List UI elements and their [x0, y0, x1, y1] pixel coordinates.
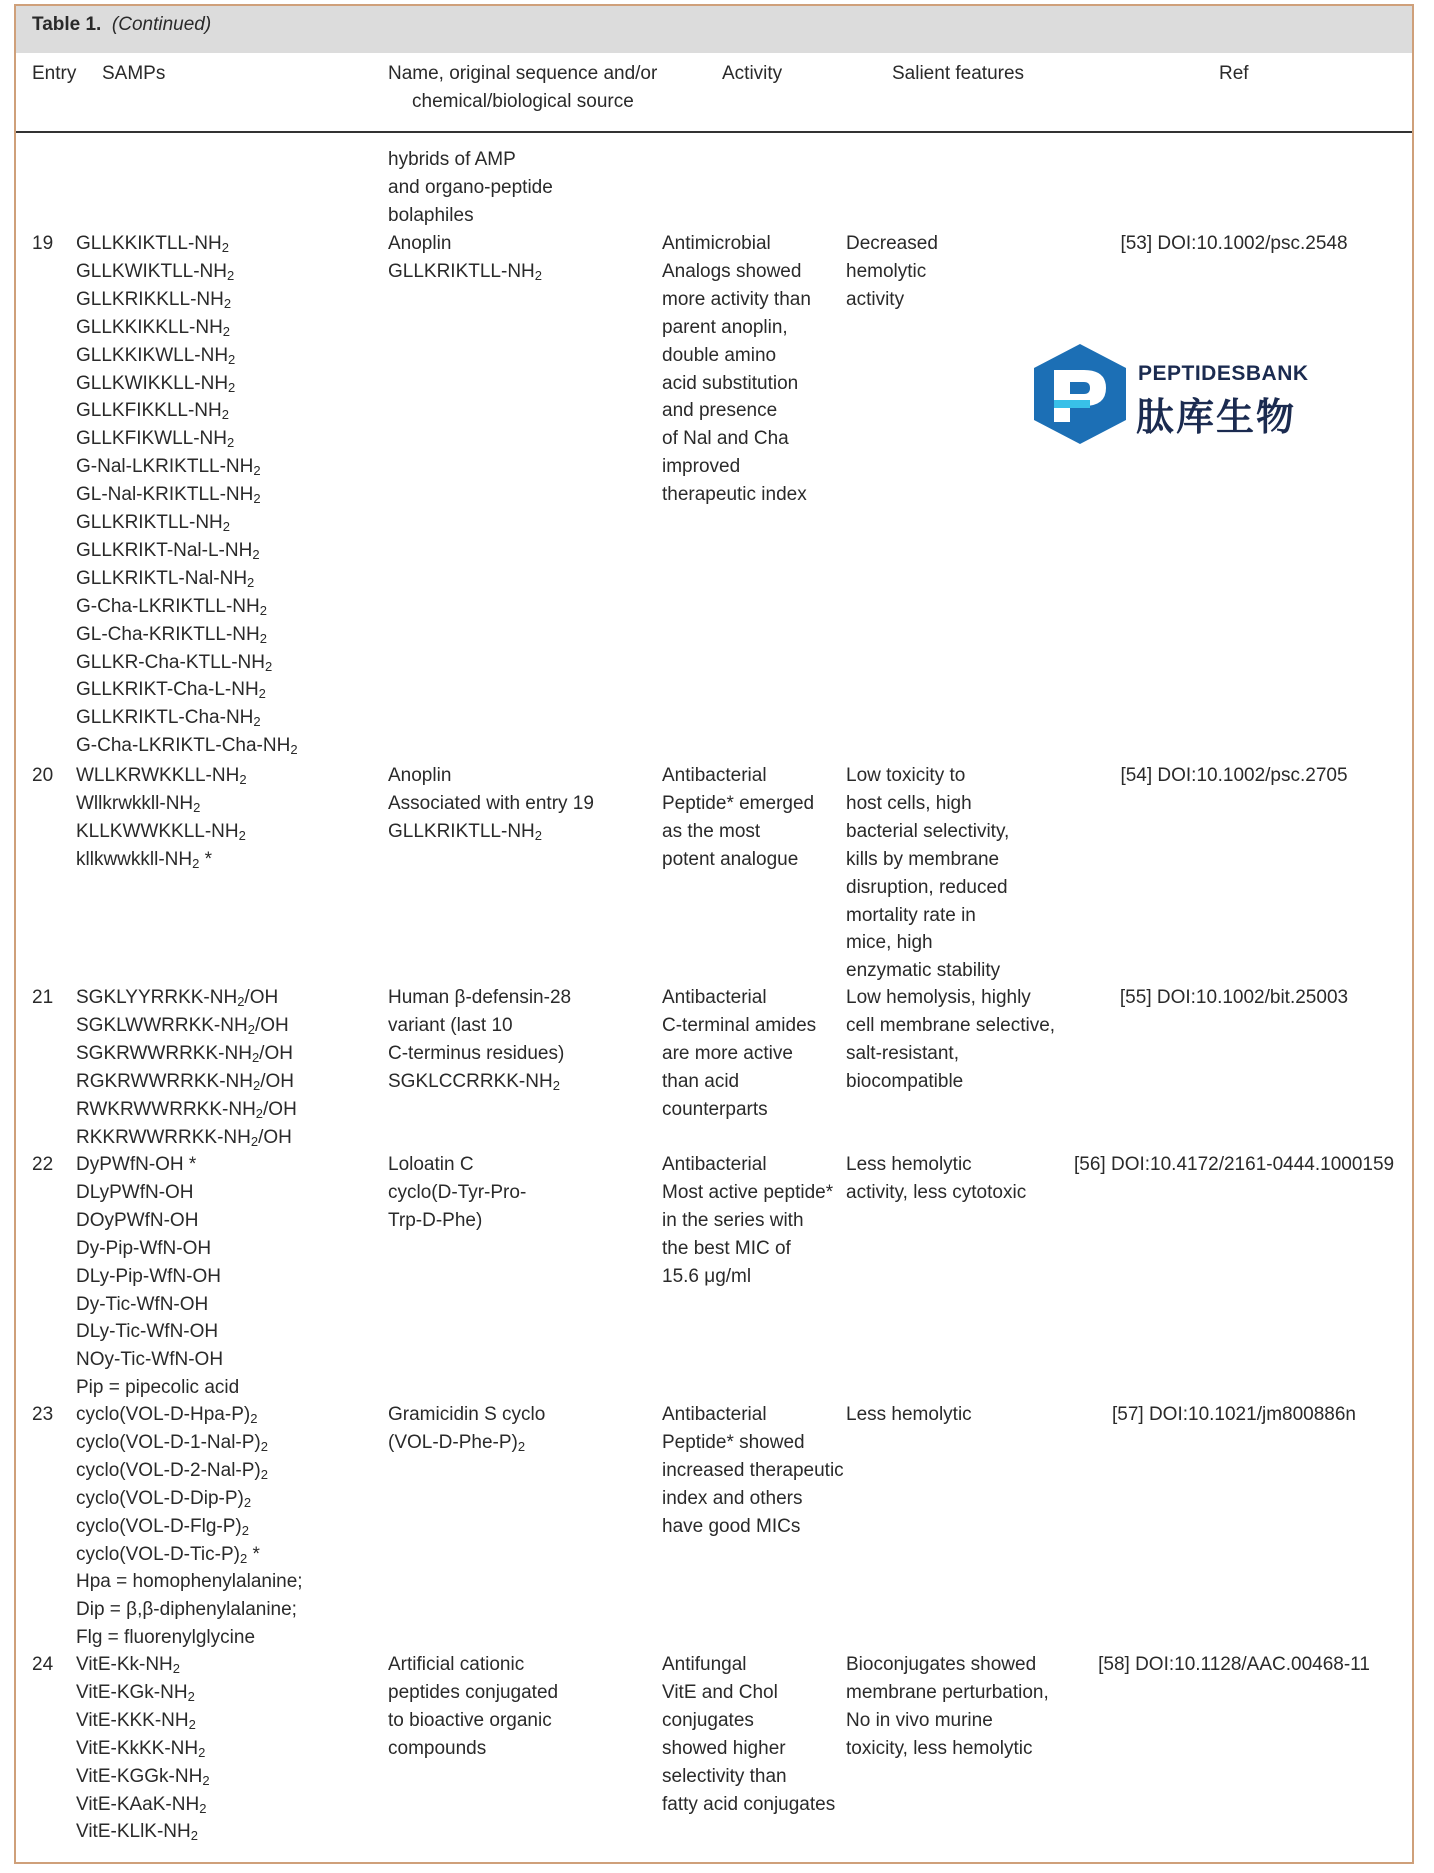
samp-sequence: GLLKKIKTLL-$NH_2$: [76, 233, 229, 255]
source-text: Anoplin: [388, 765, 452, 786]
source-text: GLLKRIKTLL-$NH_2$: [388, 260, 543, 283]
samp-sequence: GLLKRIKTL-$Nal-NH_2$: [76, 567, 255, 590]
salient-text: Less hemolytic: [846, 1404, 972, 1425]
reference-doi: [57] DOI:10.1021/jm800886n: [1111, 1404, 1356, 1425]
samp-sequence: RKKRWWRRKK-$NH_2/OH$: [76, 1126, 292, 1149]
activity-text: index and others: [662, 1487, 803, 1509]
samp-sequence: VitE-$Kk-NH_2$: [76, 1654, 181, 1676]
source-text: SGKLCCRRKK-$NH_2$: [388, 1070, 560, 1093]
salient-text: membrane perturbation,: [846, 1681, 1049, 1703]
activity-text: of Nal and Cha: [662, 428, 789, 450]
reference-doi: [54] DOI:10.1002/psc.2705: [1120, 765, 1348, 786]
header-activity: Activity: [722, 63, 783, 84]
activity-text: 15.6 μg/ml: [662, 1265, 752, 1287]
header-entry: Entry: [32, 63, 77, 84]
salient-text: toxicity, less hemolytic: [846, 1737, 1033, 1759]
salient-text: mice, high: [846, 932, 933, 954]
salient-text: cell membrane selective,: [846, 1014, 1056, 1036]
table-caption: [32, 14, 211, 36]
samp-sequence: GLLKKIKWLL-$NH_2$: [76, 344, 236, 367]
salient-text: Low hemolysis, highly: [846, 987, 1031, 1008]
samp-sequence: WLLKRWKKLL-$NH_2$: [76, 765, 247, 787]
samp-sequence: VitE-$KKK-NH_2$: [76, 1709, 196, 1732]
source-text: Trp-D-Phe): [388, 1209, 483, 1231]
salient-text: mortality rate in: [846, 904, 976, 926]
samp-sequence: VitE-$KGGk-NH_2$: [76, 1765, 210, 1788]
activity-text: increased therapeutic: [662, 1459, 844, 1481]
samp-sequence: VitE-$KkKK-NH_2$: [76, 1737, 206, 1760]
samp-sequence: $GL-Cha-KRIKTLL-NH_2$: [76, 623, 267, 646]
source-text: Gramicidin S cyclo: [388, 1404, 546, 1425]
activity-text: showed higher: [662, 1737, 786, 1759]
activity-text: Antibacterial: [662, 987, 767, 1008]
salient-text: hemolytic: [846, 260, 927, 282]
reference-doi: [56] DOI:10.4172/2161-0444.1000159: [1074, 1154, 1395, 1175]
caption-bar: [16, 6, 1412, 53]
samp-sequence: NOy-Tic-WfN-OH: [76, 1349, 224, 1371]
samp-sequence: $G-Cha-LKRIKTL-Cha-NH_2$: [76, 735, 298, 758]
samp-sequence: $cyclo(VOL-D-Flg-P)_2$: [76, 1515, 249, 1538]
samp-sequence: DLy-Tic-WfN-OH: [76, 1321, 219, 1343]
source-text: cyclo(D-Tyr-Pro-: [388, 1181, 527, 1203]
carryover-text: and organo-peptide: [388, 176, 553, 198]
source-text: Anoplin: [388, 233, 452, 254]
reference-doi: [58] DOI:10.1128/AAC.00468-11: [1098, 1654, 1370, 1675]
source-text: Associated with entry 19: [388, 792, 594, 814]
samp-sequence: $cyclo(VOL-D-1-Nal-P)_2$: [76, 1431, 268, 1454]
entry-number: 21: [32, 987, 54, 1008]
entry-number: 20: [32, 765, 54, 786]
samp-sequence: GLLKFIKKLL-$NH_2$: [76, 400, 229, 423]
source-text: Artificial cationic: [388, 1654, 525, 1675]
logo-bar: [1054, 400, 1090, 408]
activity-text: and presence: [662, 400, 778, 422]
entry-number: 22: [32, 1154, 54, 1175]
logo-text-cn: 肽库生物: [1136, 397, 1297, 439]
samp-sequence: GLLKWIKTLL-$NH_2$: [76, 260, 235, 283]
logo-text-en: PEPTIDESBANK: [1138, 362, 1309, 385]
samp-sequence: KLLKWWKKLL-$NH_2$: [76, 820, 246, 843]
salient-text: kills by membrane: [846, 848, 1000, 870]
activity-text: VitE and Chol: [662, 1681, 778, 1703]
activity-text: improved: [662, 456, 741, 478]
samp-sequence: $GL-Nal-KRIKTLL-NH_2$: [76, 484, 261, 507]
header-name-line1: Name, original sequence and/or: [388, 63, 658, 84]
samp-sequence: GLLKFIKWLL-$NH_2$: [76, 428, 235, 451]
activity-text: Antifungal: [662, 1654, 747, 1675]
samp-sequence: DLyPWfN-OH: [76, 1181, 194, 1203]
activity-text: Analogs showed: [662, 260, 802, 282]
source-text: to bioactive organic: [388, 1709, 552, 1731]
samp-sequence: RWKRWWRRKK-$NH_2/OH$: [76, 1098, 297, 1121]
samp-sequence: Dip = β,β-diphenylalanine;: [76, 1599, 297, 1621]
caption-continued: (Continued): [111, 14, 212, 35]
salient-text: salt-resistant,: [846, 1042, 959, 1064]
salient-text: No in vivo murine: [846, 1709, 993, 1731]
activity-text: acid substitution: [662, 372, 799, 394]
salient-text: enzymatic stability: [846, 960, 1001, 982]
carryover-text: hybrids of AMP: [388, 149, 516, 170]
samp-sequence: GLLKKIKKLL-$NH_2$: [76, 316, 231, 339]
source-text: $(VOL-D-Phe-P)_2$: [388, 1431, 526, 1454]
salient-text: activity, less cytotoxic: [846, 1181, 1027, 1203]
salient-text: activity: [846, 288, 905, 310]
salient-text: host cells, high: [846, 792, 972, 814]
source-text: variant (last 10: [388, 1014, 513, 1036]
header-rule: [16, 131, 1412, 133]
samp-sequence: SGKLYYRRKK-$NH_2/OH$: [76, 987, 279, 1009]
header-salient: Salient features: [892, 63, 1025, 84]
samp-sequence: $G-Nal-LKRIKTLL-NH_2$: [76, 456, 261, 479]
activity-text: C-terminal amides: [662, 1014, 817, 1036]
header-ref: Ref: [1219, 63, 1249, 84]
activity-text: conjugates: [662, 1709, 754, 1731]
samp-sequence: GLLKRIKTL-$Cha-NH_2$: [76, 707, 261, 730]
samp-sequence: SGKLWWRRKK-$NH_2/OH$: [76, 1014, 289, 1037]
activity-text: Peptide* emerged: [662, 792, 815, 814]
samp-sequence: Dy-Pip-WfN-OH: [76, 1237, 212, 1259]
samp-sequence: GLLKWIKKLL-$NH_2$: [76, 372, 236, 395]
header-name-line2: chemical/biological source: [412, 91, 634, 112]
activity-text: the best MIC of: [662, 1237, 791, 1259]
source-text: peptides conjugated: [388, 1681, 559, 1703]
activity-text: as the most: [662, 820, 761, 842]
salient-text: disruption, reduced: [846, 876, 1008, 898]
activity-text: Antibacterial: [662, 1154, 767, 1175]
salient-text: Bioconjugates showed: [846, 1654, 1037, 1675]
activity-text: than acid: [662, 1070, 740, 1092]
activity-text: counterparts: [662, 1098, 768, 1120]
samp-sequence: VitE-$KLlK-NH_2$: [76, 1821, 198, 1844]
samp-sequence: kllkwwkkll-$NH_2$ *: [76, 848, 213, 871]
activity-text: Peptide* showed: [662, 1431, 805, 1453]
activity-text: Antibacterial: [662, 765, 767, 786]
salient-text: bacterial selectivity,: [846, 820, 1010, 842]
caption-label: Table 1.: [32, 14, 102, 35]
entry-number: 24: [32, 1654, 54, 1675]
activity-text: potent analogue: [662, 848, 799, 870]
activity-text: are more active: [662, 1042, 793, 1064]
samp-sequence: Pip = pipecolic acid: [76, 1377, 240, 1399]
samp-sequence: GLLKRIKKLL-$NH_2$: [76, 288, 232, 311]
samp-sequence: Dy-Tic-WfN-OH: [76, 1293, 209, 1315]
activity-text: Antimicrobial: [662, 233, 771, 254]
salient-text: Less hemolytic: [846, 1154, 972, 1175]
samp-sequence: DOyPWfN-OH: [76, 1209, 199, 1231]
activity-text: fatty acid conjugates: [662, 1793, 836, 1815]
samp-sequence: VitE-$KAaK-NH_2$: [76, 1793, 207, 1816]
samp-sequence: RGKRWWRRKK-$NH_2/OH$: [76, 1070, 294, 1093]
samp-sequence: $cyclo(VOL-D-2-Nal-P)_2$: [76, 1459, 268, 1482]
header-samps: SAMPs: [102, 63, 166, 84]
samp-sequence: GLLKRIKT-$Cha-L-NH_2$: [76, 679, 266, 702]
samp-sequence: GLLKRIKT-$Nal-L-NH_2$: [76, 539, 260, 562]
entry-number: 19: [32, 233, 54, 254]
source-text: compounds: [388, 1737, 487, 1759]
carryover-text: bolaphiles: [388, 204, 474, 226]
samp-sequence: $cyclo(VOL-D-Tic-P)_2$ *: [76, 1543, 260, 1566]
source-text: C-terminus residues): [388, 1042, 565, 1064]
samp-sequence: GLLKRIKTLL-$NH_2$: [76, 512, 231, 534]
samp-sequence: GLLKR-$Cha-KTLL-NH_2$: [76, 651, 273, 674]
reference-doi: [55] DOI:10.1002/bit.25003: [1119, 987, 1349, 1008]
samp-sequence: SGKRWWRRKK-$NH_2/OH$: [76, 1042, 293, 1065]
activity-text: have good MICs: [662, 1515, 801, 1537]
source-text: GLLKRIKTLL-$NH_2$: [388, 820, 543, 843]
reference-doi: [53] DOI:10.1002/psc.2548: [1120, 233, 1348, 254]
samp-sequence: Hpa = homophenylalanine;: [76, 1571, 303, 1593]
activity-text: Antibacterial: [662, 1404, 767, 1425]
activity-text: selectivity than: [662, 1765, 787, 1787]
activity-text: more activity than: [662, 288, 811, 310]
source-text: Loloatin C: [388, 1154, 474, 1175]
samp-sequence: $G-Cha-LKRIKTLL-NH_2$: [76, 595, 267, 618]
activity-text: therapeutic index: [662, 484, 807, 506]
salient-text: biocompatible: [846, 1070, 964, 1092]
samp-sequence: DyPWfN-OH *: [76, 1154, 197, 1175]
samp-sequence: Wllkrwkkll-$NH_2$: [76, 792, 201, 815]
activity-text: parent anoplin,: [662, 316, 788, 338]
samp-sequence: $cyclo(VOL-D-Dip-P)_2$: [76, 1487, 252, 1510]
samp-sequence: $cyclo(VOL-D-Hpa-P)_2$: [76, 1404, 258, 1426]
activity-text: in the series with: [662, 1209, 804, 1231]
activity-text: double amino: [662, 344, 777, 366]
salient-text: Decreased: [846, 233, 938, 254]
samp-sequence: Flg = fluorenylglycine: [76, 1627, 256, 1649]
activity-text: Most active peptide*: [662, 1181, 834, 1203]
samp-sequence: VitE-$KGk-NH_2$: [76, 1681, 195, 1704]
samp-sequence: DLy-Pip-WfN-OH: [76, 1265, 221, 1287]
entry-number: 23: [32, 1404, 54, 1425]
salient-text: Low toxicity to: [846, 765, 966, 786]
source-text: Human β-defensin-28: [388, 987, 572, 1008]
